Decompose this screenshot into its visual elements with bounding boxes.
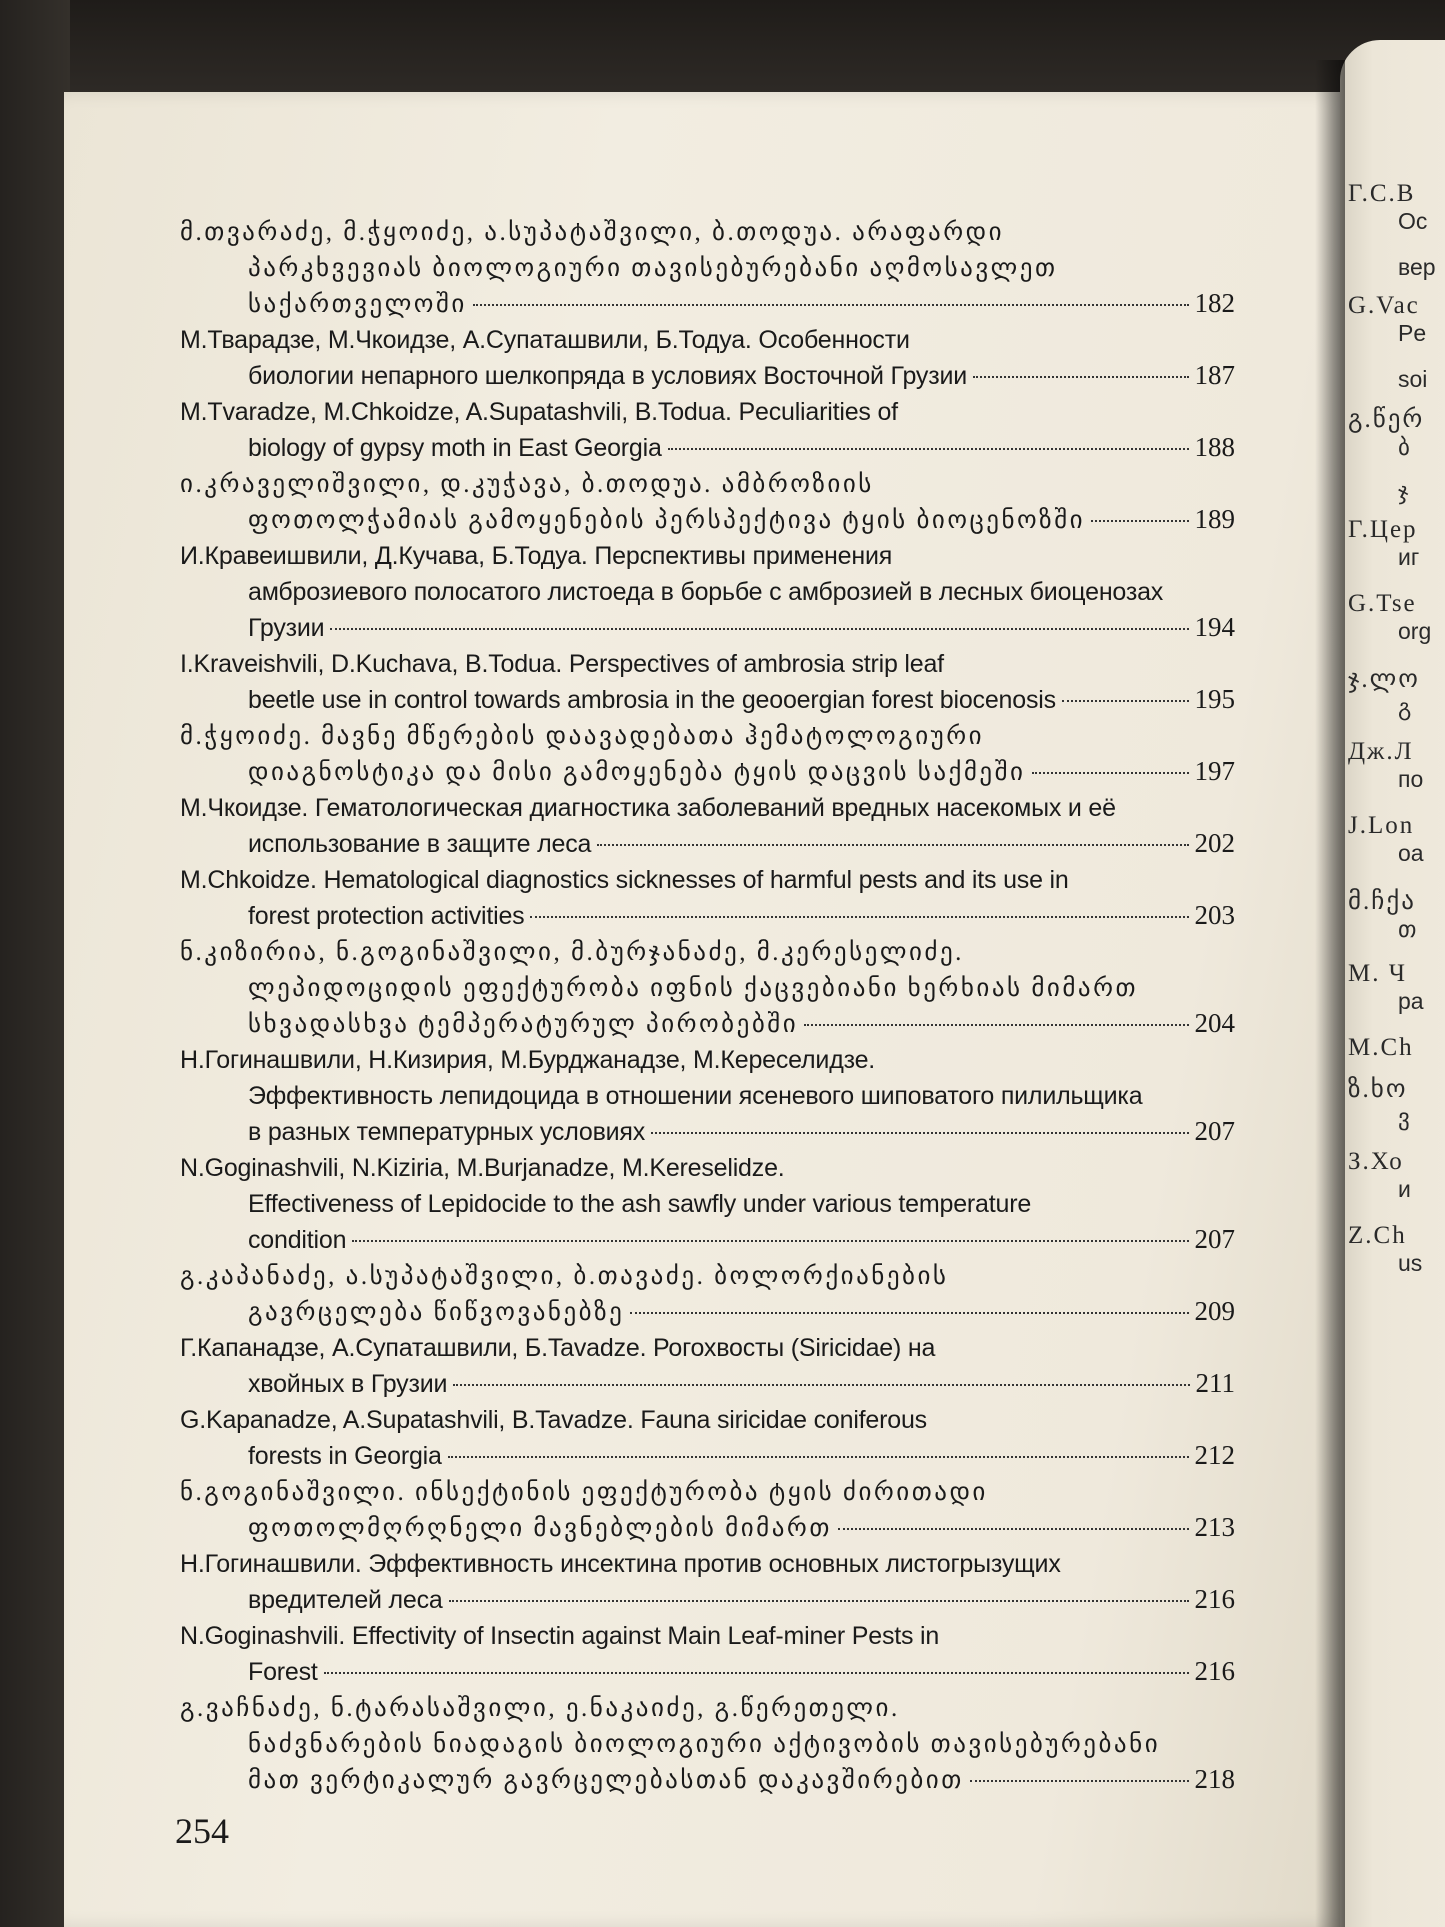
toc-page-number: 218 <box>1194 1764 1235 1794</box>
dot-leader <box>597 844 1188 846</box>
toc-page-number: 207 <box>1194 1116 1235 1146</box>
dot-leader <box>970 1780 1189 1782</box>
facing-page-title-fragment: по <box>1398 766 1424 792</box>
dot-leader <box>1091 520 1188 522</box>
toc-entry-text: საქართველოში <box>248 291 467 318</box>
dot-leader <box>330 628 1188 630</box>
facing-page-author-fragment: М. Ч <box>1348 960 1407 987</box>
toc-entry-first-line <box>180 465 1235 501</box>
toc-entry-first-line <box>180 1041 1235 1077</box>
facing-page-fragment <box>1348 812 1424 867</box>
toc-entry-first-line <box>180 1257 1235 1293</box>
book-page-right <box>1340 40 1445 1927</box>
dot-leader <box>352 1240 1188 1242</box>
toc-entry-text: ი.კრაველიშვილი, დ.კუჭავა, ბ.თოდუა. ამბროზიის <box>180 471 874 498</box>
toc-entry-first-line <box>180 1617 1235 1653</box>
book-gutter <box>1315 60 1345 1927</box>
toc-entry <box>180 1257 1235 1329</box>
toc-entry-line <box>180 1005 1235 1041</box>
toc-entry-line <box>180 285 1235 321</box>
toc-entry-line <box>180 1221 1235 1257</box>
facing-page-title-fragment: თ <box>1398 916 1417 942</box>
toc-entry <box>180 1545 1235 1617</box>
toc-entry-line <box>180 429 1235 465</box>
toc-entry-text: მათ ვერტიკალურ გავრცელებასთან დაკავშირებით <box>248 1767 964 1794</box>
dot-leader <box>324 1672 1189 1674</box>
toc-entry-text: გ.კაპანაძე, ა.სუპატაშვილი, ბ.თავაძე. ბოლორქიანების <box>180 1263 949 1290</box>
toc-entry-line <box>180 969 1235 1005</box>
dot-leader <box>973 376 1188 378</box>
toc-page-number: 204 <box>1194 1008 1235 1038</box>
facing-page-author-fragment: J.Lon <box>1348 812 1415 839</box>
dot-leader <box>449 1600 1189 1602</box>
facing-page-fragment <box>1348 254 1436 281</box>
toc-page-number: 195 <box>1194 684 1235 714</box>
facing-page-fragment <box>1348 180 1427 235</box>
toc-entry-first-line <box>180 1545 1235 1581</box>
toc-entry-text: N.Goginashvili. Effectivity of Insectin against Main Leaf-miner Pests in <box>180 1622 940 1650</box>
toc-page-number: 187 <box>1194 360 1235 390</box>
toc-entry-first-line <box>180 1149 1235 1185</box>
facing-page-author-fragment: ზ.ხო <box>1348 1076 1408 1103</box>
toc-entry-first-line <box>180 789 1235 825</box>
toc-entry-text: Н.Гогинашвили, Н.Кизирия, М.Бурджанадзе, М.Кереселидзе. <box>180 1046 876 1074</box>
toc-page-number: 194 <box>1194 612 1235 642</box>
toc-entry-line <box>180 753 1235 789</box>
toc-entry-text: хвойных в Грузии <box>248 1370 448 1398</box>
toc-entry-text: მ.ჭყოიძე. მავნე მწერების დაავადებათა ჰემატოლოგიური <box>180 723 985 750</box>
facing-page-title-fragment: оа <box>1398 840 1424 866</box>
toc-entry-text: beetle use in control towards ambrosia in the geooergian forest biocenosis <box>248 686 1056 714</box>
toc-entry <box>180 861 1235 933</box>
toc-entry-text: M.Tvaradze, M.Chkoidze, A.Supatashvili, B.Todua. Peculiarities of <box>180 398 898 426</box>
toc-entry-text: N.Goginashvili, N.Kiziria, M.Burjanadze, M.Kereselidze. <box>180 1154 785 1182</box>
facing-page-title-fragment: ჯ <box>1398 478 1409 504</box>
toc-entry-line <box>180 1653 1235 1689</box>
toc-entry-text: амброзиевого полосатого листоеда в борьбе с амброзией в лесных биоценозах <box>248 578 1164 606</box>
facing-page-fragment <box>1348 292 1426 347</box>
dot-leader <box>453 1384 1189 1386</box>
facing-page-fragment <box>1348 590 1431 645</box>
facing-page-title-fragment: org <box>1398 618 1432 644</box>
toc-entry-first-line <box>180 1401 1235 1437</box>
toc-entry-first-line <box>180 933 1235 969</box>
facing-page-author-fragment: G.Tse <box>1348 590 1417 617</box>
facing-page-author-fragment: Дж.Л <box>1348 738 1414 765</box>
facing-page-fragment <box>1348 478 1408 505</box>
toc-entry-line <box>180 1185 1235 1221</box>
toc-entry-line <box>180 501 1235 537</box>
toc-entry <box>180 537 1235 645</box>
toc-page-number: 189 <box>1194 504 1235 534</box>
page-number: 254 <box>175 1811 229 1851</box>
facing-page-fragment <box>1348 516 1419 571</box>
toc-entry-text: condition <box>248 1226 347 1254</box>
toc-entry-text: в разных температурных условиях <box>248 1118 646 1146</box>
facing-page-title-fragment: иг <box>1398 544 1420 570</box>
toc-page-number: 197 <box>1194 756 1235 786</box>
toc-entry-first-line <box>180 537 1235 573</box>
toc-entry <box>180 1041 1235 1149</box>
facing-page-title-fragment: ვ <box>1398 1104 1410 1130</box>
facing-page-author-fragment: გ.წერ <box>1348 406 1425 433</box>
toc-entry-text: Forest <box>248 1658 318 1686</box>
toc-entry <box>180 1689 1235 1797</box>
facing-page-author-fragment: ჯ.ლო <box>1348 666 1420 693</box>
toc-entry-line <box>180 1365 1235 1401</box>
toc-page-number: 211 <box>1195 1368 1235 1398</box>
facing-page-fragment <box>1348 1222 1422 1277</box>
toc-entry-text: Effectiveness of Lepidocide to the ash sawfly under various temperature <box>248 1190 1032 1218</box>
facing-page-fragment <box>1348 1074 1410 1131</box>
toc-entry-text: ფოთოლმღრღნელი მავნებლების მიმართ <box>248 1515 832 1542</box>
toc-entry-text: სხვადასხვა ტემპერატურულ პირობებში <box>248 1011 799 1038</box>
toc-entry-first-line <box>180 645 1235 681</box>
facing-page-title-fragment: us <box>1398 1250 1423 1276</box>
toc-entry <box>180 1401 1235 1473</box>
toc-entry <box>180 393 1235 465</box>
facing-page-fragment <box>1348 404 1424 461</box>
toc-entry-line <box>180 1293 1235 1329</box>
facing-page-title-fragment: soi <box>1398 366 1428 392</box>
toc-entry-text: использование в защите леса <box>248 830 592 858</box>
toc-page-number: 203 <box>1194 900 1235 930</box>
toc-entry-text: Г.Капанадзе, А.Супаташвили, Б.Tavadze. Рогохвосты (Siricidae) на <box>180 1334 936 1362</box>
facing-page-title-fragment: и <box>1398 1176 1411 1202</box>
table-surface-top <box>0 0 1445 95</box>
facing-page-author-fragment: M.Ch <box>1348 1034 1414 1061</box>
toc-page-number: 188 <box>1194 432 1235 462</box>
toc-entry <box>180 1473 1235 1545</box>
toc-entry-text: M.Chkoidze. Hematological diagnostics sicknesses of harmful pests and its use in <box>180 866 1069 894</box>
toc-entry <box>180 321 1235 393</box>
toc-entry-text: მ.თვარაძე, მ.ჭყოიძე, ა.სუპატაშვილი, ბ.თოდუა. არაფარდი <box>180 219 1005 246</box>
dot-leader <box>1062 700 1189 702</box>
toc-entry-text: დიაგნოსტიკა და მისი გამოყენება ტყის დაცვის საქმეში <box>248 759 1026 786</box>
toc-entry-text: вредителей леса <box>248 1586 443 1614</box>
dot-leader <box>651 1132 1188 1134</box>
toc-entry-line <box>180 1581 1235 1617</box>
dot-leader <box>804 1024 1188 1026</box>
toc-entry-line <box>180 249 1235 285</box>
toc-entry <box>180 717 1235 789</box>
toc-entry <box>180 1617 1235 1689</box>
toc-entry-text: ნ.კიზირია, ნ.გოგინაშვილი, მ.ბურჯანაძე, მ.კერესელიძე. <box>180 939 964 966</box>
toc-entry-text: Эффективность лепидоцида в отношении ясеневого шиповатого пилильщика <box>248 1082 1143 1110</box>
toc-entry-text: биологии непарного шелкопряда в условиях Восточной Грузии <box>248 362 968 390</box>
facing-page-author-fragment: Г.Цер <box>1348 516 1418 543</box>
toc-entry-first-line <box>180 1329 1235 1365</box>
toc-entry-text: Грузии <box>248 614 325 642</box>
dot-leader <box>448 1456 1189 1458</box>
toc-entry-line <box>180 573 1235 609</box>
toc-entry-text: I.Kraveishvili, D.Kuchava, B.Todua. Perspectives of ambrosia strip leaf <box>180 650 944 678</box>
toc-entry-line <box>180 1509 1235 1545</box>
toc-entry-line <box>180 357 1235 393</box>
toc-entry-text: forest protection activities <box>248 902 525 930</box>
toc-entry-line <box>180 1725 1235 1761</box>
facing-page-fragment <box>1348 886 1416 943</box>
toc-page-number: 216 <box>1194 1584 1235 1614</box>
dot-leader <box>668 448 1189 450</box>
toc-entry-text: პარკხვევიას ბიოლოგიური თავისებურებანი აღმოსავლეთ <box>248 255 1058 282</box>
dot-leader <box>630 1312 1188 1314</box>
toc-entry-text: ნაძვნარების ნიადაგის ბიოლოგიური აქტივობის თავისებურებანი <box>248 1731 1161 1758</box>
toc-entry <box>180 1149 1235 1257</box>
facing-page-title-fragment: Ос <box>1398 208 1428 234</box>
dot-leader <box>473 304 1189 306</box>
toc-entry-line <box>180 1437 1235 1473</box>
facing-page-author-fragment: Г.С.В <box>1348 180 1416 207</box>
toc-entry-first-line <box>180 1689 1235 1725</box>
facing-page-fragment <box>1348 738 1423 793</box>
toc-entry-text: ლეპიდოციდის ეფექტურობა იფნის ქაცვებიანი ხერხიას მიმართ <box>248 975 1139 1002</box>
facing-page-fragment <box>1348 664 1420 721</box>
facing-page-title-fragment: გ <box>1398 694 1412 720</box>
facing-page-author-fragment: მ.ჩქა <box>1348 888 1416 915</box>
toc-entry-text: ნ.გოგინაშვილი. ინსექტინის ეფექტურობა ტყის ძირითადი <box>180 1479 988 1506</box>
toc-page-number: 216 <box>1194 1656 1235 1686</box>
toc-page-number: 182 <box>1194 288 1235 318</box>
toc-page-number: 213 <box>1194 1512 1235 1542</box>
facing-page-fragment <box>1348 960 1424 1015</box>
toc-entry <box>180 465 1235 537</box>
facing-page-author-fragment: Z.Ch <box>1348 1222 1407 1249</box>
toc-entry-line <box>180 897 1235 933</box>
facing-page-title-fragment: вер <box>1398 254 1436 280</box>
dot-leader <box>530 916 1188 918</box>
toc-entry-text: G.Kapanadze, A.Supatashvili, B.Tavadze. Fauna siricidae coniferous <box>180 1406 927 1434</box>
toc-entry-text: И.Кравеишвили, Д.Кучава, Б.Тодуа. Перспективы применения <box>180 542 893 570</box>
facing-page-title-fragment: ра <box>1398 988 1424 1014</box>
toc-entry-first-line <box>180 393 1235 429</box>
table-surface-left <box>0 0 70 1927</box>
facing-page-author-fragment: G.Vac <box>1348 292 1420 319</box>
toc-entry-first-line <box>180 717 1235 753</box>
toc-entry-text: М.Тварадзе, М.Чкоидзе, А.Супаташвили, Б.Тодуа. Особенности <box>180 326 910 354</box>
toc-entry-text: М.Чкоидзе. Гематологическая диагностика заболеваний вредных насекомых и её <box>180 794 1116 822</box>
toc-entry-first-line <box>180 1473 1235 1509</box>
toc-entry-text: გ.ვაჩნაძე, ნ.ტარასაშვილი, ე.ნაკაიძე, გ.წერეთელი. <box>180 1695 900 1722</box>
toc-entry-line <box>180 609 1235 645</box>
toc-entry-line <box>180 1077 1235 1113</box>
facing-page-fragment <box>1348 1034 1414 1062</box>
facing-page-title-fragment: Pe <box>1398 320 1427 346</box>
facing-page-author-fragment: З.Хо <box>1348 1148 1404 1175</box>
toc-entry-text: გავრცელება წიწვოვანებზე <box>248 1299 625 1326</box>
toc-page-number: 202 <box>1194 828 1235 858</box>
toc-entry <box>180 789 1235 861</box>
toc-page-number: 207 <box>1194 1224 1235 1254</box>
toc-entry <box>180 645 1235 717</box>
facing-page-fragment <box>1348 1148 1411 1203</box>
toc-entry <box>180 933 1235 1041</box>
toc-entry-first-line <box>180 861 1235 897</box>
dot-leader <box>1032 772 1189 774</box>
toc-page-number: 209 <box>1194 1296 1235 1326</box>
toc-entry-first-line <box>180 213 1235 249</box>
toc-entry-line <box>180 1113 1235 1149</box>
table-of-contents <box>180 213 1235 1797</box>
toc-entry-line <box>180 825 1235 861</box>
toc-entry <box>180 213 1235 321</box>
facing-page-title-fragment: ბ <box>1398 434 1410 460</box>
toc-entry-line <box>180 681 1235 717</box>
toc-entry-text: forests in Georgia <box>248 1442 442 1470</box>
toc-entry <box>180 1329 1235 1401</box>
toc-entry-text: Н.Гогинашвили. Эффективность инсектина против основных листогрызущих <box>180 1550 1061 1578</box>
dot-leader <box>838 1528 1189 1530</box>
toc-entry-text: ფოთოლჭამიას გამოყენების პერსპექტივა ტყის ბიოცენოზში <box>248 507 1086 534</box>
toc-entry-text: biology of gypsy moth in East Georgia <box>248 434 662 462</box>
toc-page-number: 212 <box>1194 1440 1235 1470</box>
facing-page-fragment <box>1348 366 1427 393</box>
toc-entry-line <box>180 1761 1235 1797</box>
toc-entry-first-line <box>180 321 1235 357</box>
